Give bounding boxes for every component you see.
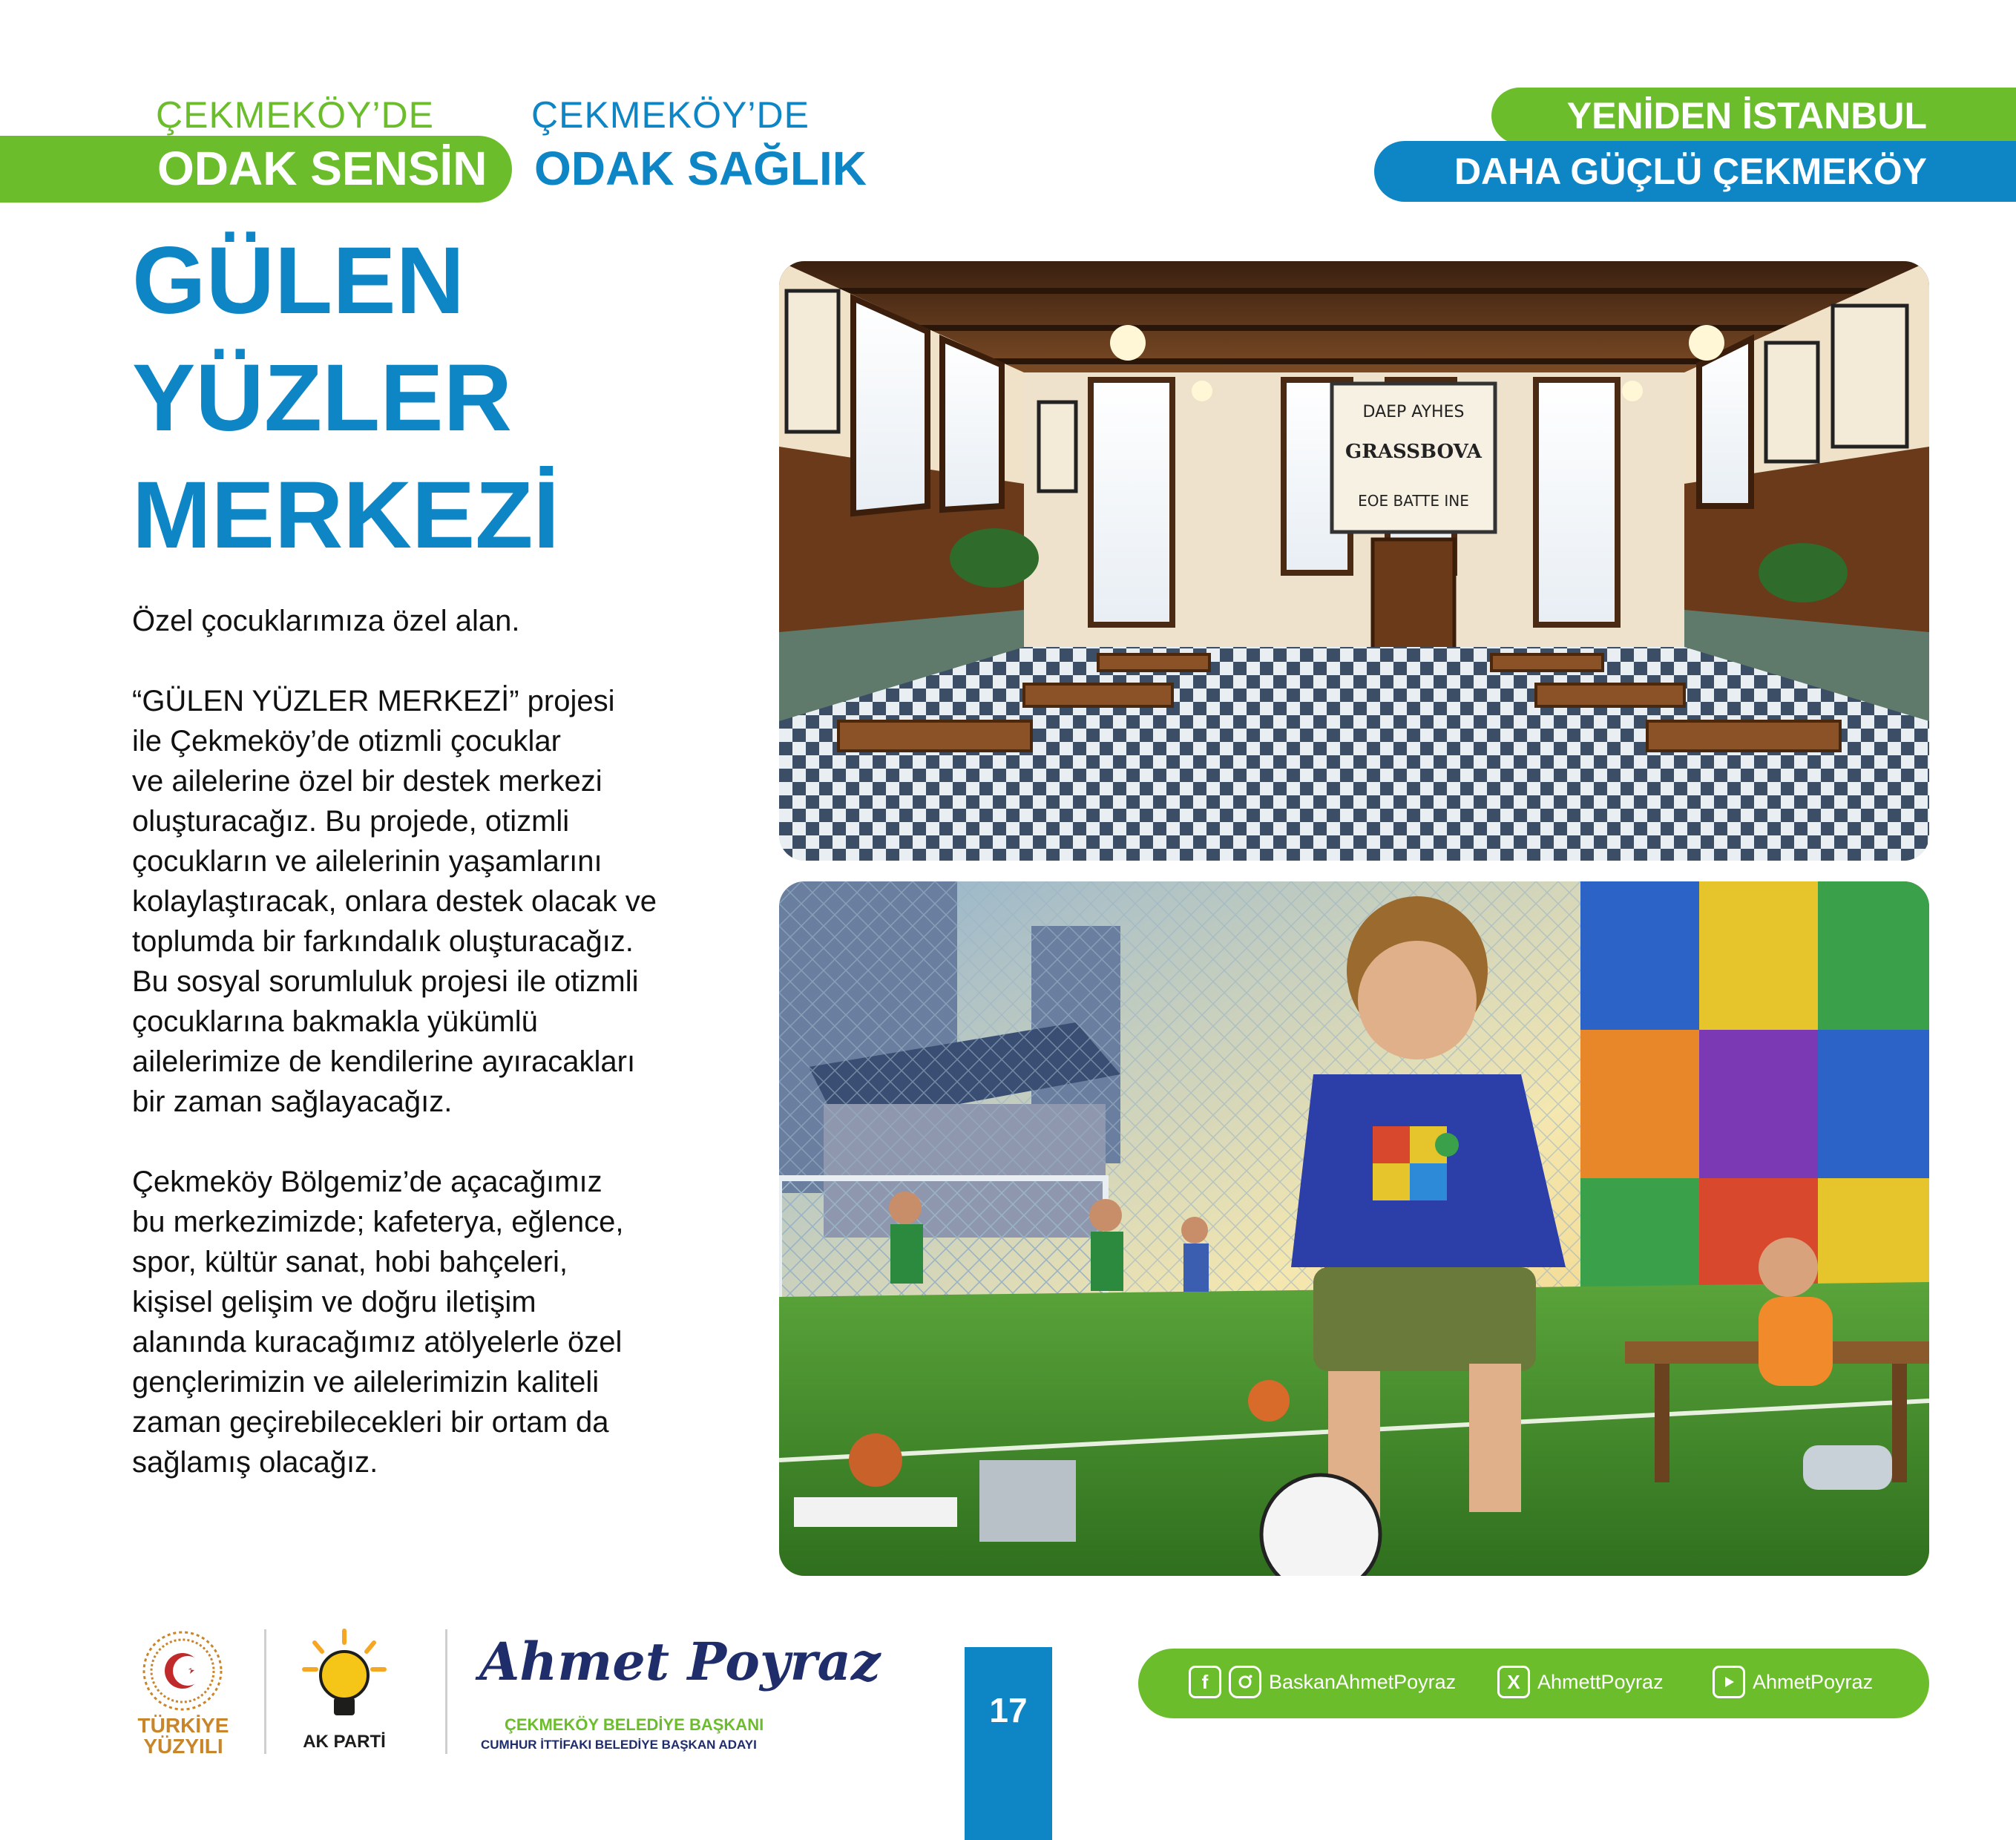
paragraph-project	[132, 681, 755, 1122]
signature: Ahmet Poyraz	[479, 1631, 881, 1692]
header-left-subtitle: ÇEKMEKÖY’DE	[156, 94, 434, 136]
header-right-slogan-top	[1491, 88, 2016, 144]
slogan-top-text: YENİDEN İSTANBUL	[1566, 95, 1927, 137]
title-line-2: YÜZLER	[132, 345, 512, 451]
text-line: bir zaman sağlayacağız.	[132, 1085, 453, 1118]
role-title: ÇEKMEKÖY BELEDİYE BAŞKANI	[505, 1715, 764, 1734]
x-icon[interactable]: X	[1497, 1666, 1530, 1698]
slogan-bottom-text: DAHA GÜÇLÜ ÇEKMEKÖY	[1454, 151, 1927, 192]
body-text	[132, 601, 755, 1522]
social-facebook-instagram[interactable]	[1189, 1666, 1456, 1698]
header-mid-subtitle: ÇEKMEKÖY’DE	[531, 94, 810, 136]
social-x[interactable]	[1497, 1666, 1664, 1698]
sign-line-3: EOE BATTE INE	[1358, 492, 1469, 510]
instagram-icon[interactable]	[1229, 1666, 1261, 1698]
cafeteria-illustration	[779, 261, 1929, 861]
turkiye-yuzyili-text	[129, 1715, 237, 1757]
x-handle[interactable]: AhmettPoyraz	[1537, 1670, 1664, 1693]
text-line: bu merkezimizde; kafeterya, eğlence,	[132, 1206, 624, 1238]
header-mid-title: ODAK SAĞLIK	[534, 142, 867, 195]
facebook-icon[interactable]: f	[1189, 1666, 1221, 1698]
text-line: zaman geçirebilecekleri bir ortam da	[132, 1406, 609, 1439]
text-line: çocukların ve ailelerinin yaşamlarını	[132, 845, 602, 878]
text-line: toplumda bir farkındalık oluşturacağız.	[132, 925, 634, 958]
akparti-logo	[300, 1626, 389, 1723]
puzzle-piece-icon	[1373, 1126, 1459, 1200]
paragraph-intro: Özel çocuklarımıza özel alan.	[132, 605, 520, 637]
title-line-1: GÜLEN	[132, 228, 464, 334]
text-line: kişisel gelişim ve doğru iletişim	[132, 1286, 536, 1318]
sign-line-2: GRASSBOVA	[1345, 441, 1482, 463]
text-line: Bu sosyal sorumluluk projesi ile otizmli	[132, 965, 639, 998]
text-line: sağlamış olacağız.	[132, 1446, 378, 1479]
text-line: ve ailelerine özel bir destek merkezi	[132, 765, 602, 798]
page-number: 17	[989, 1691, 1028, 1729]
page-number-tab	[965, 1647, 1052, 1840]
turkiye-line2: YÜZYILI	[143, 1735, 223, 1758]
header-right-slogan-bottom	[1374, 141, 2016, 202]
turkiye-line1: TÜRKİYE	[137, 1714, 229, 1737]
text-line: kolaylaştıracak, onlara destek olacak ve	[132, 885, 657, 918]
text-line: Çekmeköy Bölgemiz’de açacağımız	[132, 1166, 602, 1198]
playground-illustration	[779, 881, 1929, 1576]
footer-divider-1	[264, 1629, 266, 1754]
crescent-star-icon	[138, 1626, 227, 1715]
facebook-instagram-handle[interactable]: BaskanAhmetPoyraz	[1269, 1670, 1457, 1693]
text-line: oluşturacağız. Bu projede, otizmli	[132, 805, 570, 838]
lightbulb-icon	[300, 1626, 389, 1723]
text-line: çocuklarına bakmakla yükümlü	[132, 1005, 538, 1038]
text-line: gençlerimizin ve ailelerimizin kaliteli	[132, 1366, 600, 1399]
text-line: “GÜLEN YÜZLER MERKEZİ” projesi	[132, 685, 615, 717]
social-youtube[interactable]	[1713, 1666, 1873, 1698]
text-line: ailelerimize de kendilerine ayıracakları	[132, 1045, 636, 1078]
footer-divider-2	[445, 1629, 447, 1754]
cafeteria-photo	[779, 261, 1929, 861]
text-line: alanında kuracağımız atölyelerle özel	[132, 1326, 623, 1358]
children-playground-photo	[779, 881, 1929, 1576]
paragraph-center	[132, 1162, 755, 1482]
role-subtitle: CUMHUR İTTİFAKI BELEDİYE BAŞKAN ADAYI	[481, 1738, 757, 1752]
akparti-text: AK PARTİ	[303, 1732, 386, 1752]
header-left-title: ODAK SENSİN	[157, 142, 487, 195]
sign-line-1: DAEP AYHES	[1362, 403, 1465, 421]
turkiye-yuzyili-logo	[138, 1626, 227, 1715]
youtube-handle[interactable]: AhmetPoyraz	[1753, 1670, 1874, 1693]
social-media-bar	[1138, 1649, 1929, 1718]
youtube-icon[interactable]	[1713, 1666, 1745, 1698]
page-title	[132, 223, 651, 574]
title-line-3: MERKEZİ	[132, 462, 559, 568]
text-line: ile Çekmeköy’de otizmli çocuklar	[132, 725, 561, 758]
text-line: spor, kültür sanat, hobi bahçeleri,	[132, 1246, 568, 1278]
